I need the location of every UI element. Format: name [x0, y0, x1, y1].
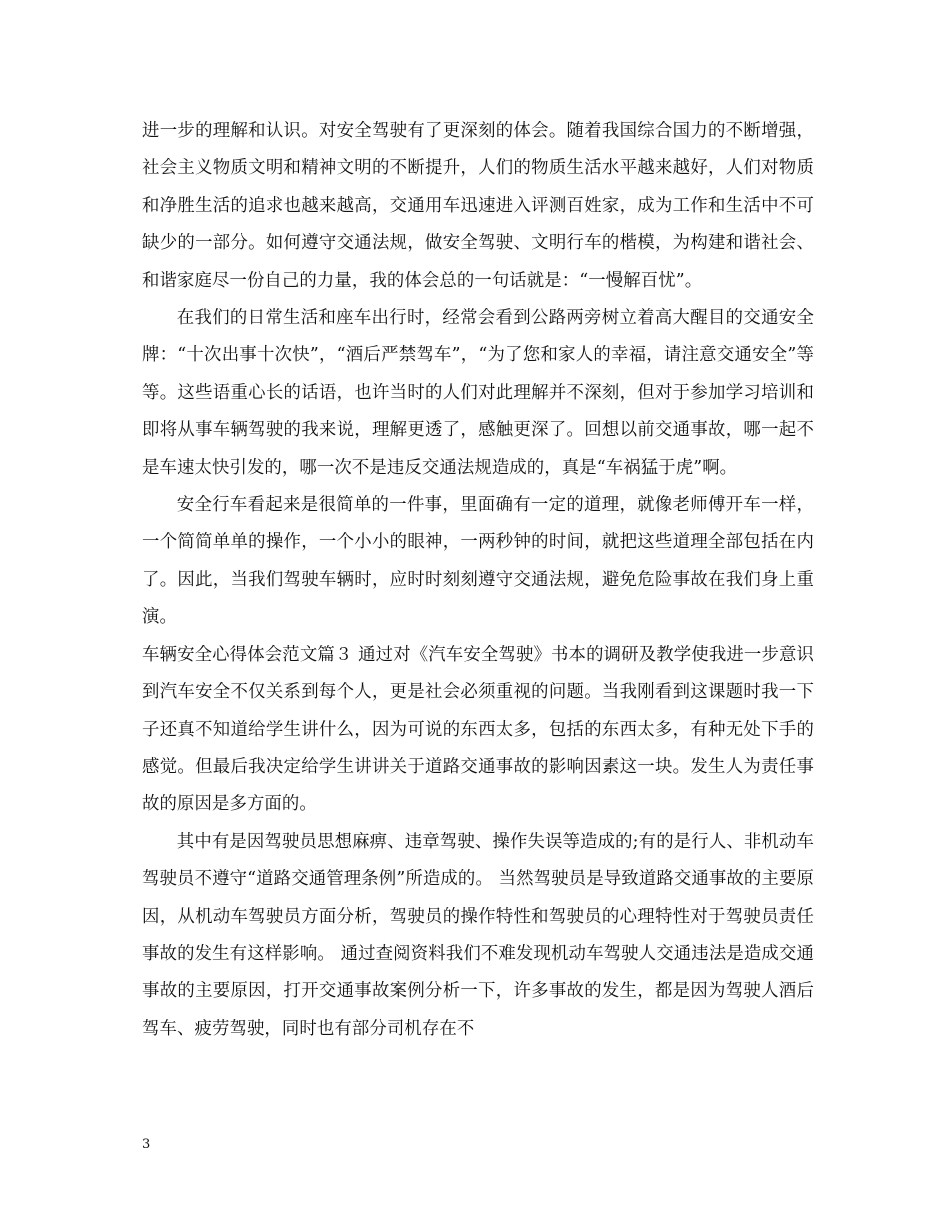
paragraph-continuation: 进一步的理解和认识。对安全驾驶有了更深刻的体会。随着我国综合国力的不断增强，社会主义物质文明和精神文明的不断提升，人们的物质生活水平越来越好，人们对物质和净胜生活的追求也越来越高，交通用车迅速进入评测百姓家，成为工作和生活中不可缺少的一部分。如何遵守交通法规，做安全驾驶、文明行车的楷模，为构建和谐社会、和谐家庭尽一份自己的力量，我的体会总的一句话就是：“一慢解百忧”。 [142, 121, 814, 291]
paragraph-road-signs: 在我们的日常生活和座车出行时，经常会看到公路两旁树立着高大醒目的交通安全牌：“十次出事十次快”，“酒后严禁驾车”，“为了您和家人的幸福，请注意交通安全”等等。这些语重心长的话语，也许当时的人们对此理解并不深刻，但对于参加学习培训和即将从事车辆驾驶的我来说，理解更透了，感触更深了。回想以前交通事故，哪一起不是车速太快引发的，哪一次不是违反交通法规造成的，真是“车祸猛于虎”啊。 [142, 308, 814, 478]
paragraph-safe-driving: 安全行车看起来是很简单的一件事，里面确有一定的道理，就像老师傅开车一样，一个简简单单的操作，一个小小的眼神，一两秒钟的时间，就把这些道理全部包括在内了。因此，当我们驾驶车辆时，应时时刻刻遵守交通法规，避免危险事故在我们身上重演。 [142, 495, 814, 628]
page-number: 3 [142, 1137, 151, 1152]
document-body [142, 113, 814, 1048]
essay-heading: 车辆安全心得体会范文篇３ [142, 644, 353, 665]
paragraph-essay-3 [142, 637, 814, 824]
paragraph-accident-causes: 其中有是因驾驶员思想麻痹、违章驾驶、操作失误等造成的;有的是行人、非机动车驾驶员不遵守“道路交通管理条例”所造成的。 当然驾驶员是导致道路交通事故的主要原因，从机动车驾驶员方面分析，驾驶员的操作特性和驾驶员的心理特性对于驾驶员责任事故的发生有这样影响。 通过查阅资料我们不难发现机动车驾驶人交通违法是造成交通事故的主要原因，打开交通事故案例分析一下，许多事故的发生，都是因为驾驶人酒后驾车、疲劳驾驶，同时也有部分司机存在不 [142, 831, 814, 1039]
essay-3-intro: 通过对《汽车安全驾驶》书本的调研及教学使我进一步意识到汽车安全不仅关系到每个人，更是社会必须重视的问题。当我刚看到这课题时我一下子还真不知道给学生讲什么，因为可说的东西太多，包括的东西太多，有种无处下手的感觉。但最后我决定给学生讲讲关于道路交通事故的影响因素这一块。发生人为责任事故的原因是多方面的。 [142, 644, 815, 815]
